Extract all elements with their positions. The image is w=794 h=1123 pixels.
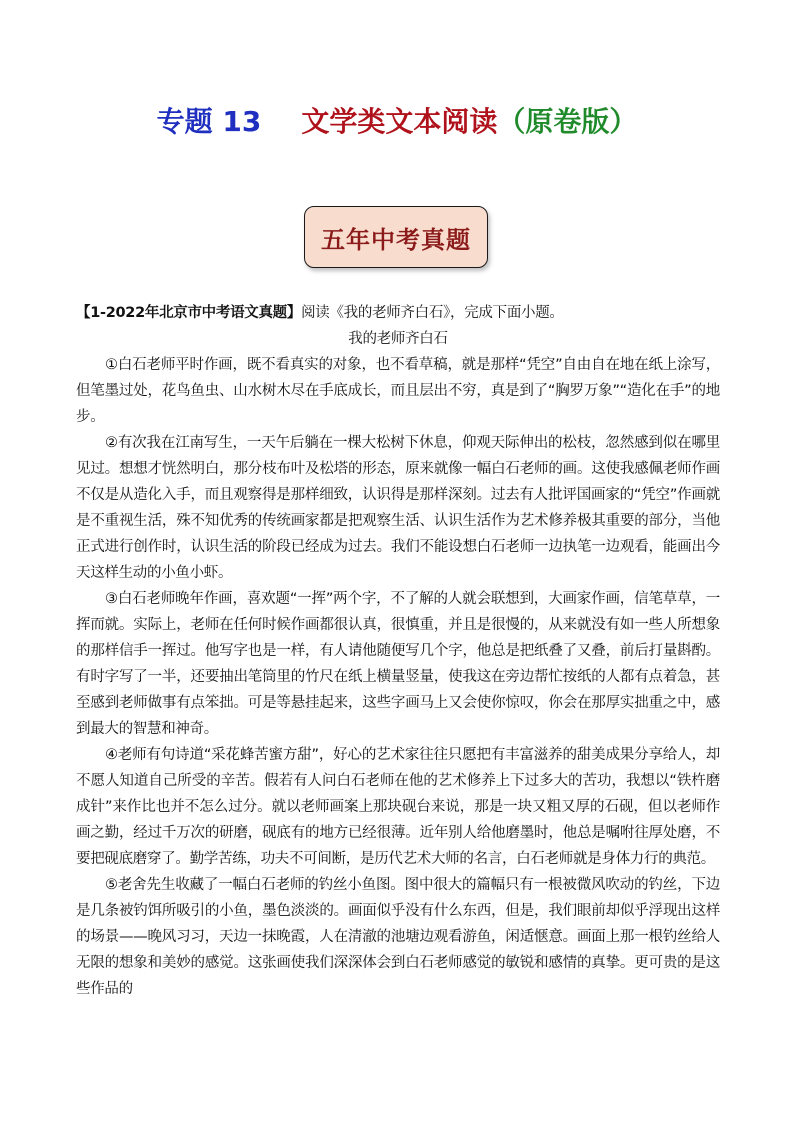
paragraph-3: ③白石老师晚年作画，喜欢题“一挥”两个字，不了解的人就会联想到，大画家作画，信笔草草，一挥而就。实际上，老师在任何时候作画都很认真，很慎重，并且是很慢的，从来就没有如一些人所想象的那样信手一挥过。他写字也是一样，有人请他随便写几个字，他总是把纸叠了又叠，前后打量斟酌。有时字写了一半，还要抽出笔筒里的竹尺在纸上横量竖量，使我这在旁边帮忙按纸的人都有点着急，甚至感到老师做事有点笨拙。可是等悬挂起来，这些字画马上又会使你惊叹，你会在那厚实拙重之中，感到最大的智慧和神奇。	[76, 591, 720, 737]
section-label-box	[304, 206, 488, 268]
paragraph-1: ①白石老师平时作画，既不看真实的对象，也不看草稿，就是那样“凭空”自由自在地在纸上涂写，但笔墨过处，花鸟鱼虫、山水树木尽在手底成长，而且层出不穷，真是到了“胸罗万象”“造化在手”的地步。	[76, 357, 720, 425]
version-label: （原卷版）	[497, 105, 638, 138]
topic-number: 专题 13	[156, 105, 262, 138]
article-title: 我的老师齐白石	[348, 331, 448, 347]
topic-title: 文学类文本阅读	[301, 105, 498, 138]
paragraph-2: ②有次我在江南写生，一天午后躺在一棵大松树下休息，仰观天际伸出的松枝，忽然感到似在哪里见过。想想才恍然明白，那分枝布叶及松塔的形态，原来就像一幅白石老师的画。这使我感佩老师作画不仅是从造化入手，而且观察得是那样细致，认识得是那样深刻。过去有人批评国画家的“凭空”作画就是不重视生活，殊不知优秀的传统画家都是把观察生活、认识生活作为艺术修养极其重要的部分，当他正式进行创作时，认识生活的阶段已经成为过去。我们不能设想白石老师一边执笔一边观看，能画出今天这样生动的小鱼小虾。	[76, 435, 720, 581]
question-header	[76, 300, 720, 326]
question-prompt: 阅读《我的老师齐白石》，完成下面小题。	[301, 305, 564, 321]
paragraph-4: ④老师有句诗道“采花蜂苦蜜方甜”，好心的艺术家往往只愿把有丰富滋养的甜美成果分享给人，却不愿人知道自己所受的辛苦。假若有人问白石老师在他的艺术修养上下过多大的苦功，我想以“铁杵磨成针”来作比也并不怎么过分。就以老师画案上那块砚台来说，那是一块又粗又厚的石砚，但以老师作画之勤，经过千万次的研磨，砚底有的地方已经很薄。近年别人给他磨墨时，他总是嘱咐往厚处磨，不要把砚底磨穿了。勤学苦练，功夫不可间断，是历代艺术大师的名言，白石老师就是身体力行的典范。	[76, 747, 720, 867]
page-title	[0, 104, 794, 140]
question-tag: 【1-2022年北京市中考语文真题】	[76, 305, 302, 321]
paragraph-5: ⑤老舍先生收藏了一幅白石老师的钓丝小鱼图。图中很大的篇幅只有一根被微风吹动的钓丝，下边是几条被钓饵所吸引的小鱼，墨色淡淡的。画面似乎没有什么东西，但是，我们眼前却似乎浮现出这样的场景——晚风习习，天边一抹晚霞，人在清澈的池塘边观看游鱼，闲适惬意。画面上那一根钓丝给人无限的想象和美妙的感觉。这张画使我们深深体会到白石老师感觉的敏锐和感情的真挚。更可贵的是这些作品的	[76, 877, 720, 997]
section-label: 五年中考真题	[321, 224, 471, 254]
document-body	[76, 300, 720, 1002]
